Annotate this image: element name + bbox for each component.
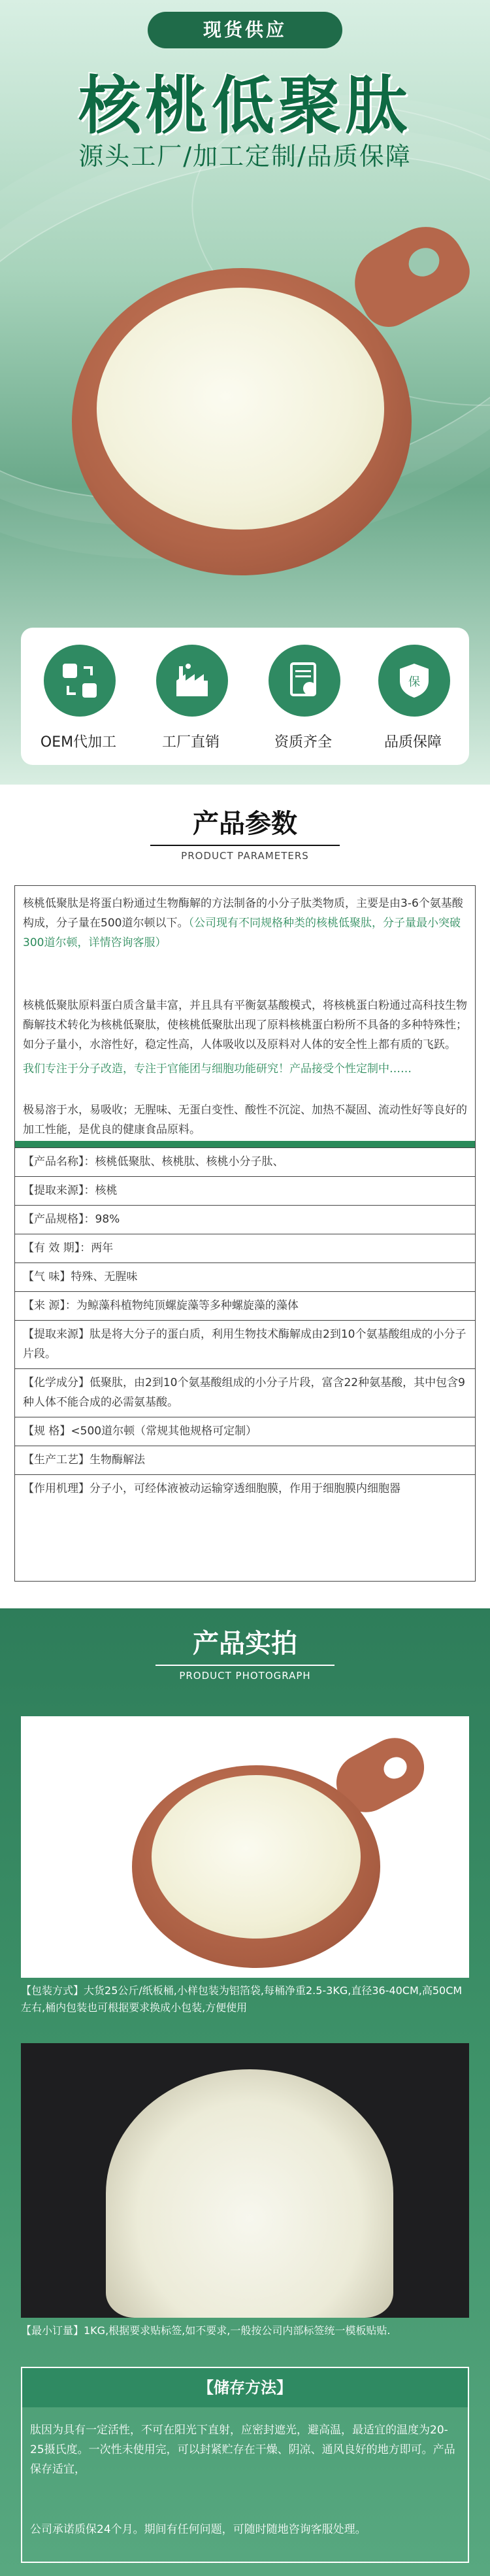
section-title: 产品参数 [193, 809, 297, 839]
param-row: 【产品名称】：核桃低聚肽、核桃肽、核桃小分子肽、 [15, 1147, 475, 1176]
param-row: 【规 格】<500道尔顿（常规其他规格可定制） [15, 1417, 475, 1445]
hero-banner [0, 0, 490, 785]
svg-text:保: 保 [408, 675, 420, 689]
parameters-box [14, 885, 476, 1582]
warranty-text: 公司承诺质保24个月。期间有任何问题，可随时随地咨询客服处理。 [30, 2523, 367, 2536]
shield-icon [378, 645, 450, 717]
hero-product-image [0, 196, 490, 588]
property-paragraph: 极易溶于水，易吸收；无腥味、无蛋白变性、酸性不沉淀、加热不凝固、流动性好等良好的加工性能，是优良的健康食品原料。 [23, 1104, 467, 1136]
feature-label: 资质齐全 [274, 734, 332, 751]
powder [97, 288, 384, 530]
product-title: 核桃低聚肽 [78, 69, 412, 143]
feature-certified [251, 628, 355, 765]
product-subtitle: 源头工厂/加工定制/品质保障 [78, 142, 412, 171]
storage-box [21, 2367, 469, 2563]
packaging-info [21, 1982, 469, 2016]
title-underline [150, 845, 340, 846]
param-row: 【生产工艺】生物酶解法 [15, 1446, 475, 1474]
section-title: 产品实拍 [193, 1629, 297, 1659]
param-row: 【来 源】：为鲸藻科植物纯顶螺旋藻等多种螺旋藻的藻体 [15, 1291, 475, 1319]
stock-badge: 现货供应 [148, 12, 342, 48]
feature-oem [26, 628, 131, 765]
product-photo-bowl [21, 1716, 469, 1978]
param-row: 【化学成分】低聚肽，由2到10个氨基酸组成的小分子片段，富含22种氨基酸，其中包含9种人体不能合成的必需氨基酸。 [15, 1368, 475, 1416]
feature-factory [139, 628, 243, 765]
section-subtitle: PRODUCT PARAMETERS [181, 850, 309, 862]
param-row: 【作用机理】分子小，可经体液被动运输穿透细胞膜，作用于细胞膜内细胞器 [15, 1474, 475, 1502]
feature-label: 工厂直销 [161, 734, 220, 751]
description-paragraph: 核桃低聚肽原料蛋白质含量丰富，并且具有平衡氨基酸模式，将核桃蛋白粉通过高科技生物酶解技术转化为核桃低聚肽，使核桃低聚肽出现了原料核桃蛋白粉所不具备的多种特殊性；如分子量小，水溶性好，稳定性高，人体吸收以及原料对人体的安全性上都有质的飞跃。 [23, 999, 467, 1051]
feature-label: 品质保障 [384, 734, 442, 751]
param-row: 【有 效 期】：两年 [15, 1234, 475, 1262]
param-row: 【产品规格】：98% [15, 1205, 475, 1233]
recycle-icon [44, 645, 116, 717]
divider-bar [15, 1141, 475, 1147]
moq-info: 【最小订量】1KG,根据要求贴标签,如不要求,一般按公司内部标签统一模板贴贴. [21, 2324, 391, 2337]
section-subtitle: PRODUCT PHOTOGRAPH [179, 1670, 311, 1682]
product-photo-pile [21, 2043, 469, 2318]
powder [152, 1775, 361, 1939]
photo-section [0, 1608, 490, 2576]
packaging-label: 【包装方式】 [21, 1984, 84, 1997]
feature-strip [21, 628, 469, 765]
intro-note: （公司现有不同规格种类的核桃低聚肽，分子量最小突破300道尔顿，详情咨询客服） [23, 917, 461, 949]
storage-text: 肽因为具有一定活性，不可在阳光下直射，应密封遮光，避高温，最适宜的温度为20-25摄氏度。一次性未使用完，可以封紧贮存在干燥、阴凉、通风良好的地方即可。产品保存适宜， [30, 2424, 455, 2476]
param-row: 【提取来源】肽是将大分子的蛋白质，利用生物技术酶解成由2到10个氨基酸组成的小分子片段。 [15, 1320, 475, 1368]
param-row: 【提取来源】：核桃 [15, 1176, 475, 1204]
packaging-value: 大货25公斤/纸板桶,小样包装为铝箔袋,每桶净重2.5-3KG,直径36-40CM,高50CM左右,桶内包装也可根据要求换成小包装,方便使用 [21, 1984, 463, 2014]
feature-quality [361, 628, 465, 765]
feature-label: OEM代加工 [40, 734, 117, 751]
factory-icon [156, 645, 228, 717]
certificate-icon [269, 645, 340, 717]
customization-note: 我们专注于分子改造，专注于官能团与细胞功能研究！产品接受个性定制中…… [23, 1062, 412, 1076]
title-underline [155, 1665, 335, 1666]
powder-pile [106, 2069, 393, 2318]
intro-text [23, 894, 467, 953]
param-row: 【气 味】特殊、无腥味 [15, 1263, 475, 1291]
intro-main: 核桃低聚肽是将蛋白粉通过生物酶解的方法制备的小分子肽类物质，主要是由3-6个氨基酸构成，分子量在500道尔顿以下。 [23, 897, 463, 930]
storage-title: 【储存方法】 [22, 2368, 468, 2407]
